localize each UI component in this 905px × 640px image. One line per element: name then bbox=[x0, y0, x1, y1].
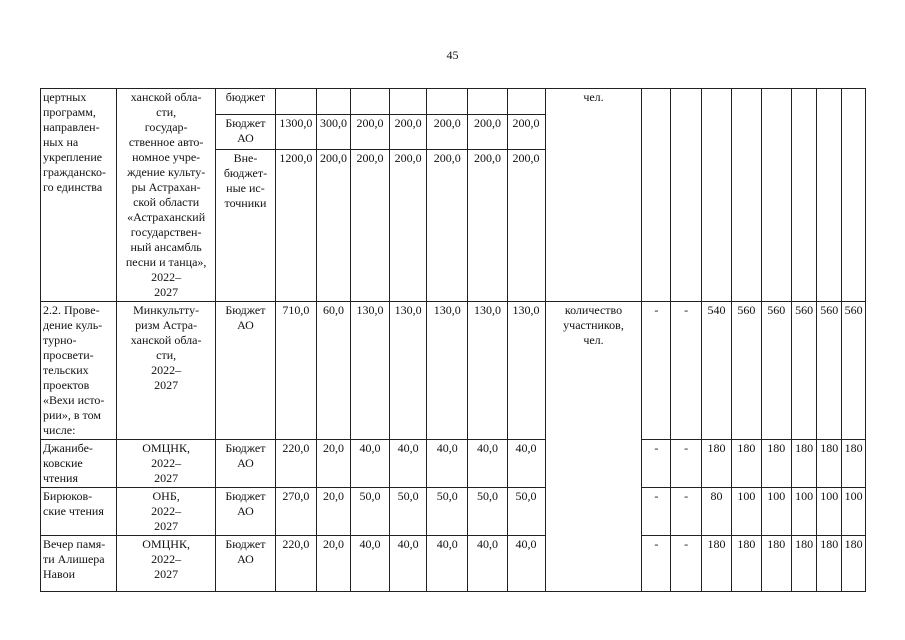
funding-value-cell: 220,0 bbox=[275, 536, 316, 592]
result-value-cell: 100 bbox=[817, 488, 842, 536]
funding-source-cell: Бюджет АО bbox=[216, 440, 276, 488]
result-value-cell bbox=[817, 89, 842, 302]
funding-value-cell: 50,0 bbox=[427, 488, 468, 536]
result-value-cell: 80 bbox=[702, 488, 732, 536]
funding-value-cell: 300,0 bbox=[317, 114, 351, 149]
result-value-cell: 100 bbox=[761, 488, 791, 536]
funding-value-cell: 50,0 bbox=[350, 488, 389, 536]
funding-value-cell: 130,0 bbox=[350, 302, 389, 440]
result-value-cell: 180 bbox=[731, 440, 761, 488]
funding-value-cell: 40,0 bbox=[507, 440, 545, 488]
result-value-cell: - bbox=[642, 488, 671, 536]
result-value-cell: 180 bbox=[761, 440, 791, 488]
funding-value-cell: 50,0 bbox=[468, 488, 507, 536]
funding-value-cell: 200,0 bbox=[507, 114, 545, 149]
funding-value-cell: 200,0 bbox=[390, 114, 427, 149]
result-value-cell: 180 bbox=[817, 536, 842, 592]
funding-value-cell bbox=[390, 89, 427, 115]
indicator-cell: чел. bbox=[545, 89, 642, 302]
funding-value-cell: 40,0 bbox=[390, 440, 427, 488]
funding-value-cell bbox=[427, 89, 468, 115]
indicator-cell: количество участников, чел. bbox=[545, 302, 642, 592]
funding-value-cell: 200,0 bbox=[317, 150, 351, 302]
result-value-cell: 180 bbox=[842, 440, 866, 488]
result-value-cell: 100 bbox=[842, 488, 866, 536]
result-value-cell: 560 bbox=[791, 302, 817, 440]
result-value-cell bbox=[791, 89, 817, 302]
result-value-cell: 180 bbox=[702, 440, 732, 488]
funding-value-cell: 130,0 bbox=[468, 302, 507, 440]
funding-source-cell: Бюджет АО bbox=[216, 114, 276, 149]
result-value-cell: 180 bbox=[761, 536, 791, 592]
funding-value-cell: 200,0 bbox=[468, 150, 507, 302]
result-value-cell: 180 bbox=[702, 536, 732, 592]
funding-value-cell: 1200,0 bbox=[275, 150, 316, 302]
funding-source-cell: Бюджет АО bbox=[216, 536, 276, 592]
funding-value-cell: 130,0 bbox=[390, 302, 427, 440]
funding-value-cell: 40,0 bbox=[468, 440, 507, 488]
executor-cell: ОМЦНК, 2022– 2027 bbox=[117, 440, 216, 488]
result-value-cell bbox=[702, 89, 732, 302]
funding-value-cell bbox=[275, 89, 316, 115]
table-row bbox=[41, 302, 866, 440]
result-value-cell bbox=[842, 89, 866, 302]
funding-value-cell bbox=[317, 89, 351, 115]
table-row bbox=[41, 488, 866, 536]
funding-value-cell: 20,0 bbox=[317, 536, 351, 592]
funding-value-cell: 200,0 bbox=[427, 150, 468, 302]
funding-value-cell: 40,0 bbox=[427, 536, 468, 592]
funding-value-cell: 130,0 bbox=[427, 302, 468, 440]
result-value-cell: - bbox=[642, 440, 671, 488]
result-value-cell: - bbox=[642, 302, 671, 440]
funding-value-cell bbox=[507, 89, 545, 115]
event-name-cell: Джанибе- ковские чтения bbox=[41, 440, 117, 488]
funding-value-cell: 20,0 bbox=[317, 440, 351, 488]
table-row bbox=[41, 536, 866, 592]
result-value-cell bbox=[731, 89, 761, 302]
funding-value-cell: 1300,0 bbox=[275, 114, 316, 149]
executor-cell: ОНБ, 2022– 2027 bbox=[117, 488, 216, 536]
funding-value-cell: 40,0 bbox=[390, 536, 427, 592]
funding-value-cell: 200,0 bbox=[350, 114, 389, 149]
funding-value-cell: 50,0 bbox=[390, 488, 427, 536]
table-row bbox=[41, 440, 866, 488]
result-value-cell bbox=[642, 89, 671, 302]
funding-source-cell: Вне- бюджет- ные ис- точники bbox=[216, 150, 276, 302]
funding-value-cell bbox=[468, 89, 507, 115]
program-table bbox=[40, 88, 866, 592]
result-value-cell: 560 bbox=[731, 302, 761, 440]
funding-value-cell: 200,0 bbox=[468, 114, 507, 149]
funding-value-cell: 270,0 bbox=[275, 488, 316, 536]
funding-value-cell: 200,0 bbox=[427, 114, 468, 149]
executor-cell: ОМЦНК, 2022– 2027 bbox=[117, 536, 216, 592]
result-value-cell: 560 bbox=[817, 302, 842, 440]
funding-source-cell: Бюджет АО bbox=[216, 302, 276, 440]
funding-value-cell: 220,0 bbox=[275, 440, 316, 488]
result-value-cell: 180 bbox=[842, 536, 866, 592]
result-value-cell: - bbox=[671, 440, 702, 488]
result-value-cell: 180 bbox=[817, 440, 842, 488]
result-value-cell: - bbox=[671, 488, 702, 536]
table-row bbox=[41, 89, 866, 115]
funding-value-cell: 20,0 bbox=[317, 488, 351, 536]
funding-value-cell: 200,0 bbox=[507, 150, 545, 302]
funding-value-cell: 130,0 bbox=[507, 302, 545, 440]
result-value-cell: - bbox=[671, 302, 702, 440]
result-value-cell: 180 bbox=[791, 536, 817, 592]
executor-cell: Минкультту- ризм Астра- ханской обла- сти, 2022– 2027 bbox=[117, 302, 216, 440]
funding-value-cell: 200,0 bbox=[350, 150, 389, 302]
event-name-cell: 2.2. Прове- дение куль- турно- просвети- тельских проектов «Вехи исто- рии», в том числе: bbox=[41, 302, 117, 440]
funding-value-cell: 50,0 bbox=[507, 488, 545, 536]
funding-source-cell: Бюджет АО bbox=[216, 488, 276, 536]
executor-cell: ханской обла- сти, государ- ственное авто- номное учре- ждение культу- ры Астрахан- ской области «Астраханский государствен- ный ансамбль песни и танца», 2022– 2027 bbox=[117, 89, 216, 302]
funding-value-cell: 710,0 bbox=[275, 302, 316, 440]
funding-value-cell: 200,0 bbox=[390, 150, 427, 302]
event-name-cell: цертных программ, направлен- ных на укрепление гражданско- го единства bbox=[41, 89, 117, 302]
funding-value-cell: 40,0 bbox=[468, 536, 507, 592]
event-name-cell: Бирюков- ские чтения bbox=[41, 488, 117, 536]
result-value-cell: 100 bbox=[731, 488, 761, 536]
result-value-cell: 560 bbox=[842, 302, 866, 440]
result-value-cell: 180 bbox=[731, 536, 761, 592]
funding-value-cell: 40,0 bbox=[507, 536, 545, 592]
result-value-cell: 540 bbox=[702, 302, 732, 440]
funding-source-cell: бюджет bbox=[216, 89, 276, 115]
page-number: 45 bbox=[446, 48, 459, 62]
funding-value-cell: 40,0 bbox=[427, 440, 468, 488]
result-value-cell bbox=[761, 89, 791, 302]
funding-value-cell: 40,0 bbox=[350, 440, 389, 488]
result-value-cell: - bbox=[671, 536, 702, 592]
result-value-cell bbox=[671, 89, 702, 302]
result-value-cell: 560 bbox=[761, 302, 791, 440]
result-value-cell: 100 bbox=[791, 488, 817, 536]
event-name-cell: Вечер памя- ти Алишера Навои bbox=[41, 536, 117, 592]
result-value-cell: - bbox=[642, 536, 671, 592]
funding-value-cell: 40,0 bbox=[350, 536, 389, 592]
result-value-cell: 180 bbox=[791, 440, 817, 488]
funding-value-cell: 60,0 bbox=[317, 302, 351, 440]
funding-value-cell bbox=[350, 89, 389, 115]
